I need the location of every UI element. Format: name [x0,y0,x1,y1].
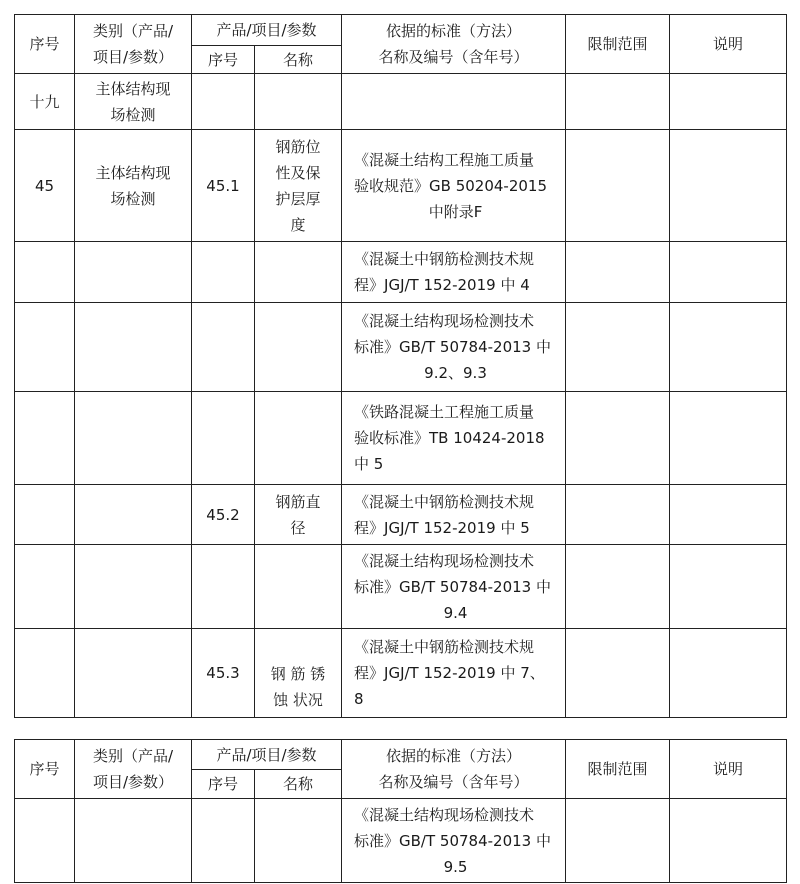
standard-cell: 《混凝土结构工程施工质量 验收规范》GB 50204-2015 中附录F [342,130,566,242]
item-category: 主体结构现 场检测 [75,130,192,242]
header-sub-seq: 序号 [192,770,255,799]
table-row [15,545,787,629]
item-seq: 45 [15,130,75,242]
header-category: 类别（产品/ 项目/参数） [75,15,192,74]
standard-cell: 《混凝土中钢筋检测技术规 程》JGJ/T 152-2019 中 4 [342,242,566,303]
standard-cell: 《混凝土中钢筋检测技术规 程》JGJ/T 152-2019 中 5 [342,485,566,545]
table-row [15,799,787,883]
table-row [15,242,787,303]
header-note: 说明 [670,15,787,74]
table-row [15,303,787,392]
standard-cell: 《混凝土结构现场检测技术 标准》GB/T 50784-2013 中 9.4 [342,545,566,629]
table-row [15,485,787,545]
header-seq: 序号 [15,740,75,799]
table-row [15,74,787,130]
header-name: 名称 [255,770,342,799]
header-limit: 限制范围 [566,15,670,74]
table-row [15,629,787,718]
header-standard: 依据的标准（方法） 名称及编号（含年号） [342,740,566,799]
header-limit: 限制范围 [566,740,670,799]
header-seq: 序号 [15,15,75,74]
table-row [15,392,787,485]
standards-table [14,14,787,718]
header-sub-seq: 序号 [192,46,255,74]
section-seq: 十九 [15,74,75,130]
header-standard: 依据的标准（方法） 名称及编号（含年号） [342,15,566,74]
standard-cell: 《铁路混凝土工程施工质量 验收标准》TB 10424-2018 中 5 [342,392,566,485]
standard-cell: 《混凝土结构现场检测技术 标准》GB/T 50784-2013 中 9.5 [342,799,566,883]
sub-name: 钢筋位 性及保 护层厚 度 [255,130,342,242]
sub-name: 钢 筋 锈 蚀 状况 [255,629,342,718]
standards-table-continued [14,739,787,883]
standard-cell: 《混凝土结构现场检测技术 标准》GB/T 50784-2013 中 9.2、9.3 [342,303,566,392]
sub-seq: 45.3 [192,629,255,718]
header-product-group: 产品/项目/参数 [192,740,342,770]
header-note: 说明 [670,740,787,799]
header-product-group: 产品/项目/参数 [192,15,342,46]
header-row [15,15,787,46]
sub-seq: 45.1 [192,130,255,242]
table-row [15,130,787,242]
sub-seq: 45.2 [192,485,255,545]
standard-cell: 《混凝土中钢筋检测技术规 程》JGJ/T 152-2019 中 7、 8 [342,629,566,718]
sub-name: 钢筋直 径 [255,485,342,545]
header-name: 名称 [255,46,342,74]
header-category: 类别（产品/ 项目/参数） [75,740,192,799]
header-row [15,740,787,770]
section-category: 主体结构现 场检测 [75,74,192,130]
